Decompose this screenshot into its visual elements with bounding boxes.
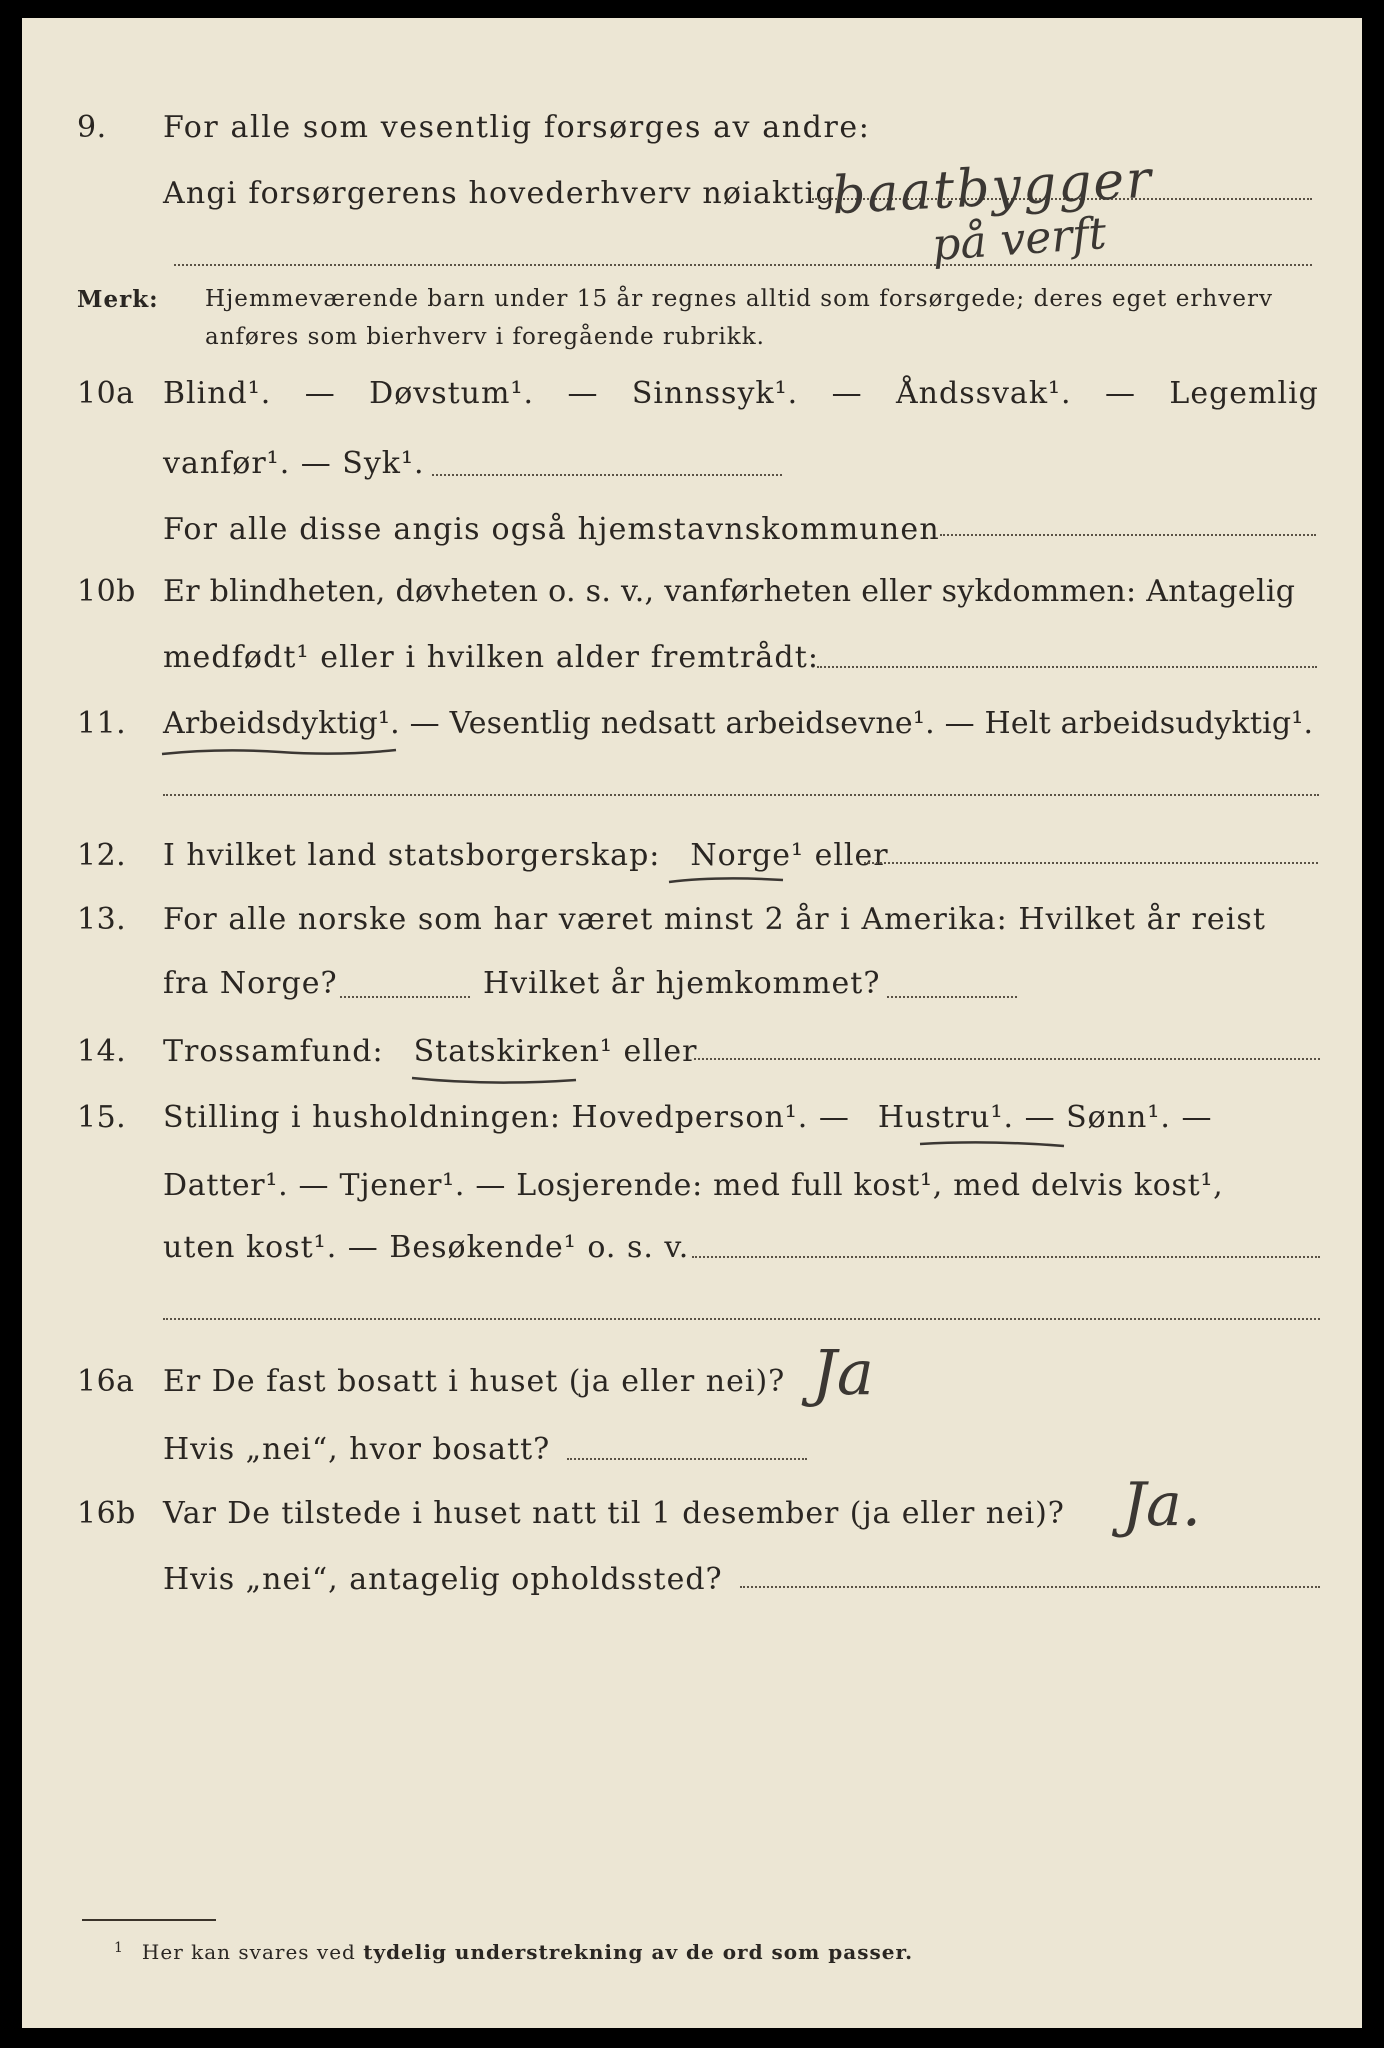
q13-text-line1: For alle norske som har været minst 2 år i Amerika: Hvilket år reist bbox=[163, 902, 1266, 937]
separator: — bbox=[567, 376, 599, 411]
q12-eller: ¹ eller bbox=[791, 838, 889, 873]
note-text-line1: Hjemmeværende barn under 15 år regnes alltid som forsørgede; deres eget erhverv bbox=[205, 286, 1274, 312]
footnote-rule bbox=[82, 1919, 216, 1921]
option-statskirken: Statskirken bbox=[413, 1034, 600, 1069]
option-legemlig: Legemlig bbox=[1169, 376, 1319, 411]
question-number: 16b bbox=[77, 1496, 136, 1531]
q12-question: I hvilket land statsborgerskap: bbox=[163, 838, 661, 873]
separator: — bbox=[831, 376, 863, 411]
separator: — bbox=[304, 376, 336, 411]
q11-text bbox=[163, 706, 1313, 741]
question-number: 13. bbox=[77, 902, 127, 937]
q10a-options-line2: vanfør¹. — Syk¹. bbox=[163, 446, 425, 481]
q14-question: Trossamfund: bbox=[163, 1034, 384, 1069]
handwritten-answer: Ja. bbox=[1122, 1470, 1201, 1540]
option-hustru: Hustru bbox=[877, 1100, 991, 1135]
pen-underline bbox=[667, 872, 787, 888]
q16b-text-line1: Var De tilstede i huset natt til 1 desember (ja eller nei)? bbox=[163, 1496, 1065, 1531]
question-number: 16a bbox=[77, 1364, 135, 1399]
question-number: 15. bbox=[77, 1100, 127, 1135]
q14-eller: ¹ eller bbox=[599, 1034, 698, 1069]
handwritten-answer: baatbygger bbox=[830, 149, 1155, 227]
q15-text-line1 bbox=[163, 1100, 1212, 1135]
answer-line bbox=[817, 666, 1317, 668]
answer-line bbox=[940, 534, 1316, 536]
q15-line1-start: Stilling i husholdningen: Hovedperson¹. — bbox=[163, 1100, 850, 1135]
q16b-text-line2: Hvis „nei“, antagelig opholdssted? bbox=[163, 1562, 723, 1597]
question-number: 12. bbox=[77, 838, 127, 873]
handwritten-answer: Ja bbox=[812, 1336, 874, 1409]
answer-line bbox=[887, 996, 1017, 998]
footnote-text-b: tydelig understrekning av de ord som passer. bbox=[363, 1940, 914, 1964]
option-norge: Norge bbox=[690, 838, 792, 873]
q15-text-line3: uten kost¹. — Besøkende¹ o. s. v. bbox=[163, 1230, 690, 1265]
q13-text-hjemkommet: Hvilket år hjemkommet? bbox=[483, 966, 881, 1001]
pen-underline bbox=[918, 1134, 1068, 1154]
q10b-text-line1: Er blindheten, døvheten o. s. v., vanførheten eller sykdommen: Antagelig bbox=[163, 574, 1296, 609]
q10b-text-line2: medfødt¹ eller i hvilken alder fremtrådt: bbox=[163, 640, 820, 675]
option-andssvak: Åndssvak¹. bbox=[896, 376, 1072, 411]
q15-line1-end: ¹. — Sønn¹. — bbox=[990, 1100, 1213, 1135]
note-label: Merk: bbox=[77, 286, 159, 313]
q14-text bbox=[163, 1034, 698, 1069]
answer-line bbox=[740, 1586, 1320, 1588]
option-blind: Blind¹. bbox=[163, 376, 272, 411]
q10a-text-line3: For alle disse angis også hjemstavnskommunen bbox=[163, 512, 940, 547]
q10a-options-line1 bbox=[163, 376, 1319, 411]
option-arbeidsdyktig: Arbeidsdyktig bbox=[163, 706, 378, 741]
q9-text-line1: For alle som vesentlig forsørges av andre: bbox=[163, 110, 871, 145]
footnote bbox=[114, 1940, 913, 1964]
pen-underline bbox=[160, 742, 400, 762]
option-dovstum: Døvstum¹. bbox=[369, 376, 535, 411]
question-number: 10a bbox=[77, 376, 135, 411]
question-number: 14. bbox=[77, 1034, 127, 1069]
answer-line bbox=[694, 1058, 1320, 1060]
q13-text-fra-norge: fra Norge? bbox=[163, 966, 338, 1001]
pen-underline bbox=[410, 1070, 580, 1090]
answer-line bbox=[340, 996, 470, 998]
question-number: 10b bbox=[77, 574, 136, 609]
question-number: 11. bbox=[77, 706, 127, 741]
q16a-text-line2: Hvis „nei“, hvor bosatt? bbox=[163, 1432, 551, 1467]
footnote-text-a: Her kan svares ved bbox=[141, 1940, 356, 1964]
q9-text-line2: Angi forsørgerens hovederhverv nøiaktig bbox=[163, 176, 836, 211]
footnote-marker: 1 bbox=[114, 1940, 124, 1956]
q11-text-rest: ¹. — Vesentlig nedsatt arbeidsevne¹. — Helt arbeidsudyktig¹. bbox=[377, 706, 1314, 741]
answer-line bbox=[174, 264, 1312, 266]
note-text-line2: anføres som bierhverv i foregående rubrikk. bbox=[205, 324, 765, 350]
answer-line bbox=[692, 1256, 1320, 1258]
census-form-page bbox=[22, 18, 1362, 2028]
option-sinnssyk: Sinnssyk¹. bbox=[631, 376, 799, 411]
answer-line bbox=[567, 1458, 807, 1460]
answer-line bbox=[163, 794, 1319, 796]
answer-line bbox=[432, 474, 782, 476]
answer-line bbox=[864, 862, 1318, 864]
q15-text-line2: Datter¹. — Tjener¹. — Losjerende: med full kost¹, med delvis kost¹, bbox=[163, 1168, 1224, 1203]
answer-line bbox=[163, 1318, 1320, 1320]
separator: — bbox=[1104, 376, 1136, 411]
handwritten-answer: på verft bbox=[930, 207, 1108, 272]
q16a-text-line1: Er De fast bosatt i huset (ja eller nei)? bbox=[163, 1364, 786, 1399]
q12-text bbox=[163, 838, 889, 873]
question-number: 9. bbox=[77, 110, 107, 145]
